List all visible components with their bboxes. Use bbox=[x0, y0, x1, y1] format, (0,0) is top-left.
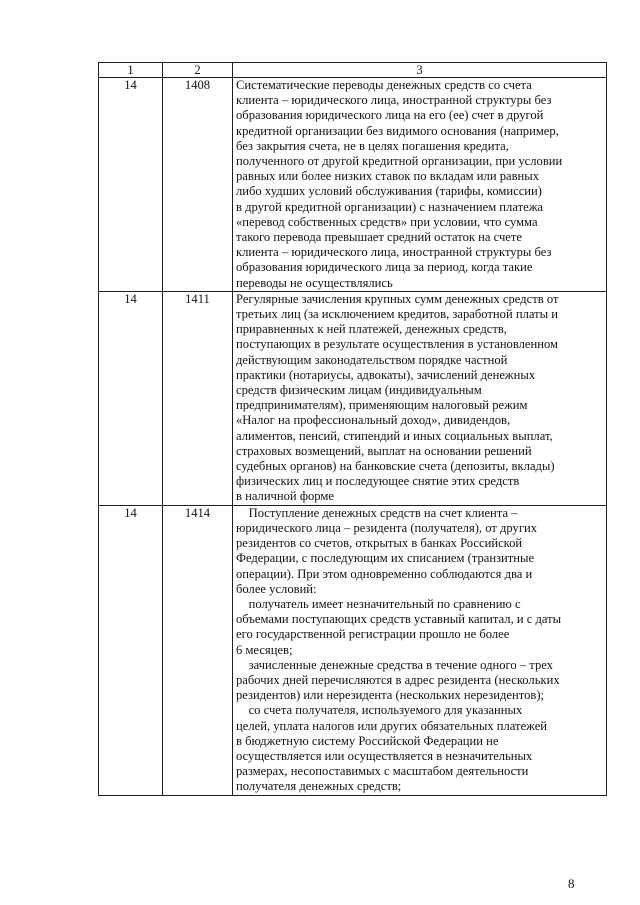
description-line: кредитной организации без видимого основания (например, bbox=[236, 123, 559, 138]
row-group-code: 14 bbox=[99, 291, 163, 505]
header-row bbox=[99, 63, 607, 78]
description-line: получателя денежных средств; bbox=[236, 779, 402, 794]
description-line: судебных органов) на банковские счета (депозиты, вклады) bbox=[236, 459, 555, 474]
description-line: 6 месяцев; bbox=[236, 642, 293, 657]
description-line: в другой кредитной организации) с назначением платежа bbox=[236, 199, 543, 214]
indicators-table bbox=[98, 62, 607, 796]
description-line: такого перевода превышает средний остаток на счете bbox=[236, 230, 522, 245]
table-row bbox=[99, 78, 607, 292]
description-line: размерах, несопоставимых с масштабом деятельности bbox=[236, 764, 529, 779]
description-line: получатель имеет незначительный по сравнению с bbox=[236, 596, 521, 611]
description-line: объемами поступающих средств уставный капитал, и с даты bbox=[236, 612, 562, 627]
description-line: практики (нотариусы, адвокаты), зачислений денежных bbox=[236, 367, 536, 382]
description-line: его государственной регистрации прошло не более bbox=[236, 627, 510, 642]
column-header-3: 3 bbox=[233, 63, 607, 78]
description-line: осуществляется или осуществляется в незначительных bbox=[236, 748, 533, 763]
description-line: клиента – юридического лица, иностранной структуры без bbox=[236, 93, 552, 108]
description-line: действующим законодательством порядке частной bbox=[236, 352, 508, 367]
description-line: образования юридического лица за период, когда такие bbox=[236, 260, 533, 275]
row-group-code: 14 bbox=[99, 505, 163, 795]
description-line: без закрытия счета, не в целях погашения кредита, bbox=[236, 138, 509, 153]
description-line: переводы не осуществлялись bbox=[236, 275, 393, 290]
description-line: Поступление денежных средств на счет клиента – bbox=[236, 505, 518, 520]
description-line: страховых возмещений, выплат на основании решений bbox=[236, 443, 532, 458]
description-line: приравненных к ней платежей, денежных средств, bbox=[236, 322, 507, 337]
description-line: равных или более низких ставок по вкладам или равных bbox=[236, 169, 540, 184]
row-description bbox=[233, 291, 607, 505]
description-line: алиментов, пенсий, стипендий и иных социальных выплат, bbox=[236, 428, 553, 443]
description-line: Систематические переводы денежных средств со счета bbox=[236, 78, 532, 92]
description-line: резидентов со счетов, открытых в банках Российской bbox=[236, 536, 523, 551]
description-line: предпринимателям), применяющим налоговый режим bbox=[236, 398, 528, 413]
description-line: физических лиц и последующее снятие этих средств bbox=[236, 474, 520, 489]
description-line: образования юридического лица на его (ее) счет в другой bbox=[236, 108, 544, 123]
table-row bbox=[99, 291, 607, 505]
row-indicator-code: 1411 bbox=[163, 291, 233, 505]
row-description bbox=[233, 78, 607, 292]
description-line: полученного от другой кредитной организации, при условии bbox=[236, 154, 563, 169]
description-line: со счета получателя, используемого для указанных bbox=[236, 703, 523, 718]
column-header-1: 1 bbox=[99, 63, 163, 78]
page-number: 8 bbox=[568, 876, 575, 891]
description-line: либо худших условий обслуживания (тарифы, комиссии) bbox=[236, 184, 542, 199]
row-description bbox=[233, 505, 607, 795]
description-line: резидентов) или нерезидента (нескольких нерезидентов); bbox=[236, 688, 545, 703]
description-line: Федерации, с последующим их списанием (транзитные bbox=[236, 551, 535, 566]
description-line: средств физическим лицам (индивидуальным bbox=[236, 383, 482, 398]
description-line: операции). При этом одновременно соблюдаются два и bbox=[236, 566, 533, 581]
description-line: юридического лица – резидента (получателя), от других bbox=[236, 520, 538, 535]
description-line: в бюджетную систему Российской Федерации не bbox=[236, 733, 499, 748]
description-line: зачисленные денежные средства в течение одного – трех bbox=[236, 657, 553, 672]
description-line: клиента – юридического лица, иностранной структуры без bbox=[236, 245, 552, 260]
description-line: «перевод собственных средств» при условии, что сумма bbox=[236, 214, 538, 229]
table-row bbox=[99, 505, 607, 795]
description-line: более условий: bbox=[236, 581, 317, 596]
description-line: поступающих в результате осуществления в установленном bbox=[236, 337, 559, 352]
column-header-2: 2 bbox=[163, 63, 233, 78]
description-line: в наличной форме bbox=[236, 489, 334, 504]
row-indicator-code: 1414 bbox=[163, 505, 233, 795]
description-line: целей, уплата налогов или других обязательных платежей bbox=[236, 718, 548, 733]
description-line: третьих лиц (за исключением кредитов, заработной платы и bbox=[236, 307, 558, 322]
description-line: «Налог на профессиональный доход», дивидендов, bbox=[236, 413, 511, 428]
description-line: Регулярные зачисления крупных сумм денежных средств от bbox=[236, 291, 559, 306]
row-group-code: 14 bbox=[99, 78, 163, 292]
description-line: рабочих дней перечисляются в адрес резидента (нескольких bbox=[236, 672, 560, 687]
row-indicator-code: 1408 bbox=[163, 78, 233, 292]
